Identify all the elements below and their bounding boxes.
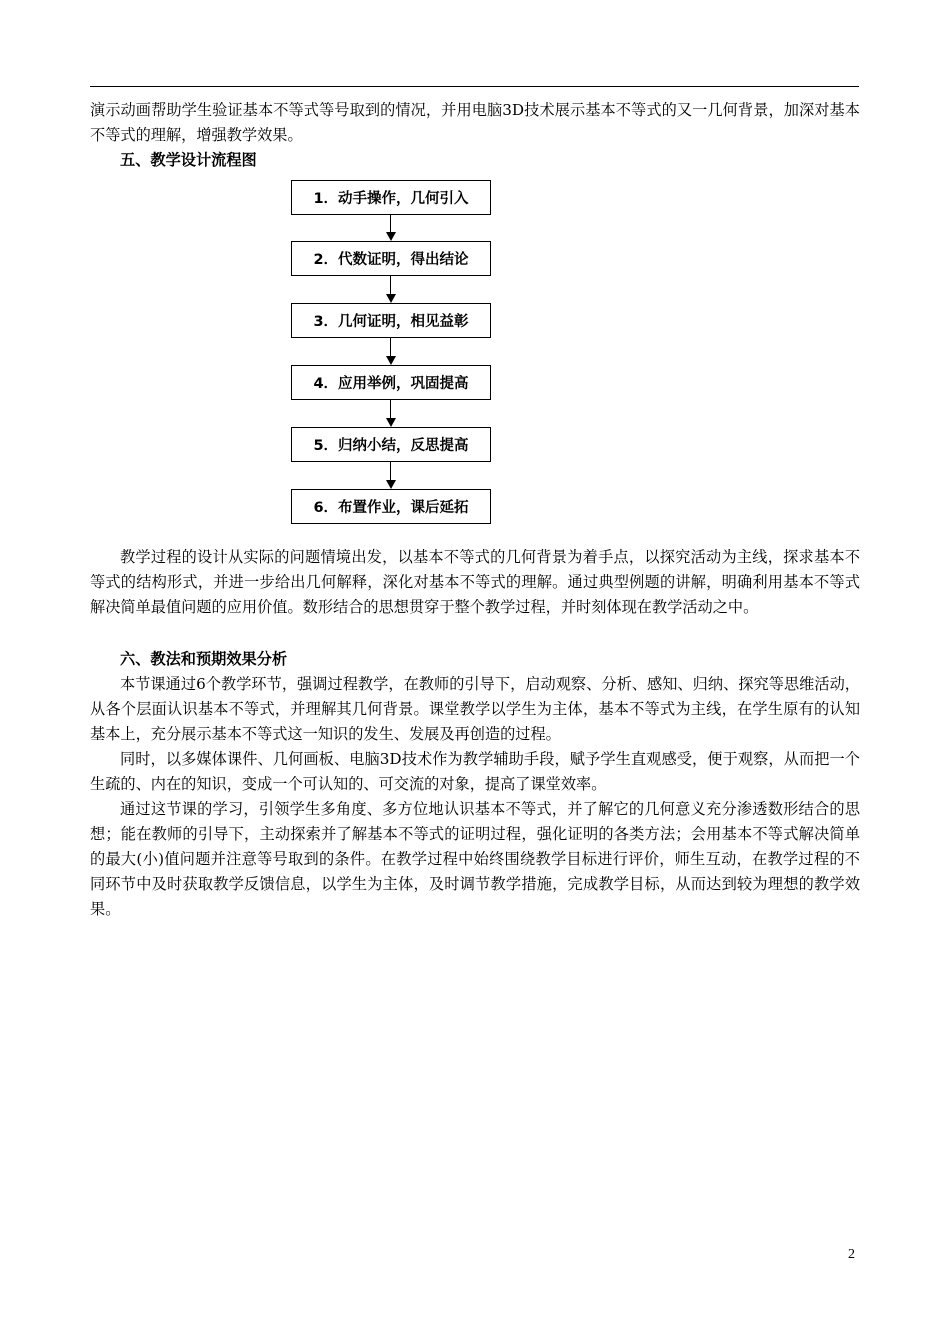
section-6-paragraph-3: 通过这节课的学习，引领学生多角度、多方位地认识基本不等式，并了解它的几何意义充分渗透数形结合的思想；能在教师的引导下，主动探索并了解基本不等式的证明过程，强化证明的各类方法；会用基本不等式解决简单的最大(小)值问题并注意等号取到的条件。在教学过程中始终围绕教学目标进行评价，师生互动，在教学过程的不同环节中及时获取教学反馈信息，以学生为主体，及时调节教学措施，完成教学目标，从而达到较为理想的教学效果。 xyxy=(90,800,860,918)
flow-arrow-2 xyxy=(390,276,392,303)
flow-arrow-5 xyxy=(390,462,392,489)
flow-step-6: 6．布置作业，课后延拓 xyxy=(291,489,491,524)
flow-arrow-3 xyxy=(390,338,392,365)
section-5-heading: 五、教学设计流程图 xyxy=(120,151,257,169)
section-6-paragraph-1: 本节课通过6个教学环节，强调过程教学，在教师的引导下，启动观察、分析、感知、归纳、探究等思维活动，从各个层面认识基本不等式，并理解其几何背景。课堂教学以学生为主体，基本不等式为主线，在学生原有的认知基本上，充分展示基本不等式这一知识的发生、发展及再创造的过程。 xyxy=(90,675,860,743)
flow-arrow-4 xyxy=(390,400,392,427)
flow-step-2: 2．代数证明，得出结论 xyxy=(291,241,491,276)
flow-arrow-1 xyxy=(390,215,392,241)
intro-paragraph: 演示动画帮助学生验证基本不等式等号取到的情况，并用电脑3D技术展示基本不等式的又一几何背景，加深对基本不等式的理解，增强教学效果。 xyxy=(90,101,860,144)
flow-step-1: 1．动手操作，几何引入 xyxy=(291,180,491,215)
page-number: 2 xyxy=(848,1247,855,1262)
flow-step-4: 4．应用举例，巩固提高 xyxy=(291,365,491,400)
section-6-paragraph-2: 同时，以多媒体课件、几何画板、电脑3D技术作为教学辅助手段，赋予学生直观感受，便于观察，从而把一个生疏的、内在的知识，变成一个可认知的、可交流的对象，提高了课堂效率。 xyxy=(90,750,860,793)
flow-summary-paragraph: 教学过程的设计从实际的问题情境出发，以基本不等式的几何背景为着手点，以探究活动为主线，探求基本不等式的结构形式，并进一步给出几何解释，深化对基本不等式的理解。通过典型例题的讲解，明确利用基本不等式解决简单最值问题的应用价值。数形结合的思想贯穿于整个教学过程，并时刻体现在教学活动之中。 xyxy=(90,548,860,616)
header-rule xyxy=(90,86,859,87)
flow-step-5: 5．归纳小结，反思提高 xyxy=(291,427,491,462)
section-6-heading: 六、教法和预期效果分析 xyxy=(120,650,288,668)
flow-step-3: 3．几何证明，相见益彰 xyxy=(291,303,491,338)
